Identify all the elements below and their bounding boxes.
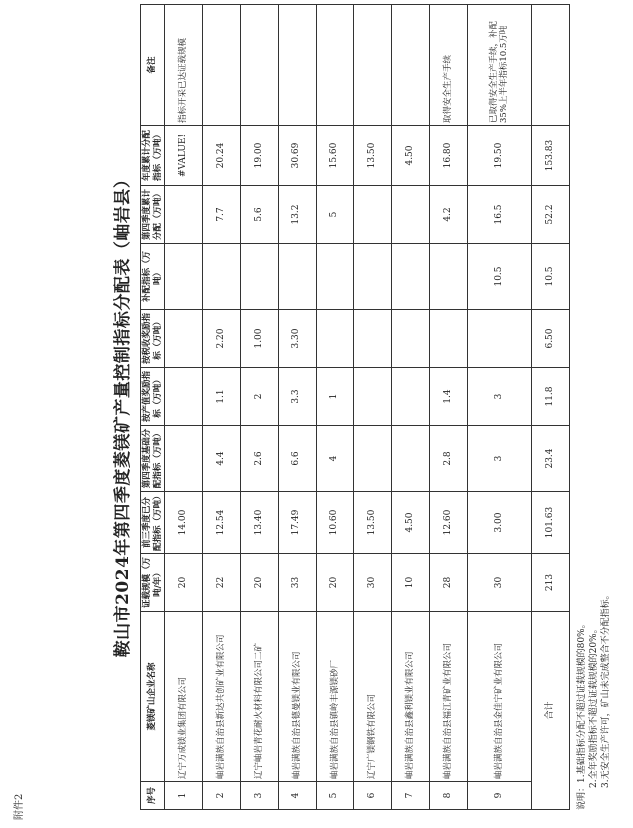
cell-annual: #VALUE!: [165, 126, 203, 186]
cell-base: 4.4: [203, 426, 241, 492]
header-scale: 证载规模（万吨/年）: [141, 554, 165, 612]
cell-name: 岫岩满族自治县福江青矿业有限公司: [429, 612, 467, 782]
cell-name: 岫岩满族自治县金佳宁矿业有限公司: [467, 612, 531, 782]
table-row: [429, 5, 467, 810]
cell-output: 3.3: [278, 368, 316, 426]
cell-supp: [203, 244, 241, 310]
table-row: [392, 5, 430, 810]
note-line-1: [576, 590, 588, 810]
cell-supp: 10.5: [467, 244, 531, 310]
cell-supp: [278, 244, 316, 310]
cell-prev: 10.60: [316, 492, 354, 554]
cell-base: 6.6: [278, 426, 316, 492]
total-supp: 10.5: [532, 244, 570, 310]
cell-supp: [240, 244, 278, 310]
table-row: [240, 5, 278, 810]
cell-annual: 30.69: [278, 126, 316, 186]
total-label: 合计: [532, 612, 570, 810]
cell-prev: 4.50: [392, 492, 430, 554]
cell-name: 岫岩满族自治县德曼镁业有限公司: [278, 612, 316, 782]
cell-tax: 2.20: [203, 310, 241, 368]
cell-note: 已取得安全生产手续，补配35%上半年指标10.5万吨: [467, 5, 531, 126]
cell-scale: 22: [203, 554, 241, 612]
cell-no: 4: [278, 782, 316, 810]
cell-note: [240, 5, 278, 126]
cell-name: 辽宁广镁钢铁有限公司: [354, 612, 392, 782]
cell-annual: 15.60: [316, 126, 354, 186]
cell-no: 6: [354, 782, 392, 810]
cell-q4: [354, 186, 392, 244]
cell-prev: 14.00: [165, 492, 203, 554]
header-no: 序号: [141, 782, 165, 810]
document-title: 鞍山市2024年第四季度菱镁矿产量控制指标分配表（岫岩县）: [113, 170, 133, 658]
cell-prev: 3.00: [467, 492, 531, 554]
cell-note: [203, 5, 241, 126]
cell-name: 岫岩满族自治县鑫利镁业有限公司: [392, 612, 430, 782]
cell-annual: 19.00: [240, 126, 278, 186]
table-row: [316, 5, 354, 810]
header-tax: 按税收奖励指标（万吨）: [141, 310, 165, 368]
cell-output: [392, 368, 430, 426]
cell-tax: [316, 310, 354, 368]
cell-no: 3: [240, 782, 278, 810]
cell-output: 3: [467, 368, 531, 426]
cell-supp: [354, 244, 392, 310]
cell-q4: [392, 186, 430, 244]
cell-base: 3: [467, 426, 531, 492]
header-output: 按产值奖励指标（万吨）: [141, 368, 165, 426]
cell-scale: 20: [316, 554, 354, 612]
total-output: 11.8: [532, 368, 570, 426]
cell-tax: 3.30: [278, 310, 316, 368]
cell-scale: 30: [354, 554, 392, 612]
cell-note: [316, 5, 354, 126]
cell-prev: 17.49: [278, 492, 316, 554]
cell-base: 2.8: [429, 426, 467, 492]
notes-section: [576, 590, 612, 810]
header-supp: 补配指标（万吨）: [141, 244, 165, 310]
note-item: 3.无安全生产许可，矿山未完成整合不分配指标。: [601, 590, 612, 788]
cell-supp: [392, 244, 430, 310]
table-row: [467, 5, 531, 810]
cell-supp: [316, 244, 354, 310]
cell-base: [354, 426, 392, 492]
header-annual: 年度累计分配指标（万吨）: [141, 126, 165, 186]
note-item: 2.全年奖励指标不超过证载规模的20%。: [589, 624, 600, 788]
quota-table: [140, 4, 570, 810]
total-row: [532, 5, 570, 810]
cell-annual: 16.80: [429, 126, 467, 186]
cell-name: 辽宁岫岩青花耐火材料有限公司二矿: [240, 612, 278, 782]
table-container: [140, 5, 570, 810]
cell-annual: 20.24: [203, 126, 241, 186]
cell-tax: [354, 310, 392, 368]
cell-annual: 19.50: [467, 126, 531, 186]
cell-prev: 13.40: [240, 492, 278, 554]
cell-base: [165, 426, 203, 492]
cell-note: [392, 5, 430, 126]
cell-note: 取得安全生产手续: [429, 5, 467, 126]
cell-tax: [429, 310, 467, 368]
cell-no: 1: [165, 782, 203, 810]
cell-tax: [392, 310, 430, 368]
cell-no: 7: [392, 782, 430, 810]
cell-scale: 10: [392, 554, 430, 612]
cell-q4: 5.6: [240, 186, 278, 244]
total-scale: 213: [532, 554, 570, 612]
total-annual: 153.83: [532, 126, 570, 186]
table-row: [354, 5, 392, 810]
cell-tax: [467, 310, 531, 368]
cell-scale: 28: [429, 554, 467, 612]
cell-prev: 13.50: [354, 492, 392, 554]
header-base: 第四季度基础分配指标（万吨）: [141, 426, 165, 492]
cell-note: [278, 5, 316, 126]
cell-annual: 4.50: [392, 126, 430, 186]
total-prev: 101.63: [532, 492, 570, 554]
header-row: [141, 5, 165, 810]
cell-base: [392, 426, 430, 492]
cell-q4: 13.2: [278, 186, 316, 244]
total-note: [532, 5, 570, 126]
cell-q4: 5: [316, 186, 354, 244]
table-row: [165, 5, 203, 810]
attachment-label: 附件2: [14, 793, 25, 820]
cell-prev: 12.54: [203, 492, 241, 554]
cell-base: 2.6: [240, 426, 278, 492]
cell-output: [354, 368, 392, 426]
cell-supp: [429, 244, 467, 310]
cell-no: 2: [203, 782, 241, 810]
cell-name: 岫岩满族自治县新达共创矿业有限公司: [203, 612, 241, 782]
cell-output: 1.1: [203, 368, 241, 426]
header-name: 菱镁矿山企业名称: [141, 612, 165, 782]
cell-prev: 12.60: [429, 492, 467, 554]
cell-base: 4: [316, 426, 354, 492]
total-tax: 6.50: [532, 310, 570, 368]
cell-no: 5: [316, 782, 354, 810]
total-q4: 52.2: [532, 186, 570, 244]
notes-label: 说明：: [577, 782, 587, 810]
total-base: 23.4: [532, 426, 570, 492]
cell-q4: [165, 186, 203, 244]
note-line-2: [588, 590, 600, 810]
header-q4: 第四季度累计分配（万吨）: [141, 186, 165, 244]
cell-scale: 20: [165, 554, 203, 612]
cell-name: 辽宁万成镁业集团有限公司: [165, 612, 203, 782]
note-item: 1.基础指标分配不超过证载规模的80%。: [577, 619, 587, 783]
cell-output: 1: [316, 368, 354, 426]
cell-output: [165, 368, 203, 426]
header-prev: 前三季度已分配指标（万吨）: [141, 492, 165, 554]
cell-no: 8: [429, 782, 467, 810]
cell-no: 9: [467, 782, 531, 810]
cell-note: [354, 5, 392, 126]
note-line-3: [600, 590, 612, 810]
table-row: [278, 5, 316, 810]
cell-q4: 7.7: [203, 186, 241, 244]
cell-output: 1.4: [429, 368, 467, 426]
cell-tax: 1.00: [240, 310, 278, 368]
cell-output: 2: [240, 368, 278, 426]
cell-scale: 33: [278, 554, 316, 612]
cell-q4: 4.2: [429, 186, 467, 244]
table-row: [203, 5, 241, 810]
cell-name: 岫岩满族自治县镇岭丰源镁砂厂: [316, 612, 354, 782]
cell-note: 指标开采已达证载规模: [165, 5, 203, 126]
cell-supp: [165, 244, 203, 310]
cell-q4: 16.5: [467, 186, 531, 244]
cell-annual: 13.50: [354, 126, 392, 186]
cell-tax: [165, 310, 203, 368]
header-note: 备注: [141, 5, 165, 126]
cell-scale: 20: [240, 554, 278, 612]
cell-scale: 30: [467, 554, 531, 612]
